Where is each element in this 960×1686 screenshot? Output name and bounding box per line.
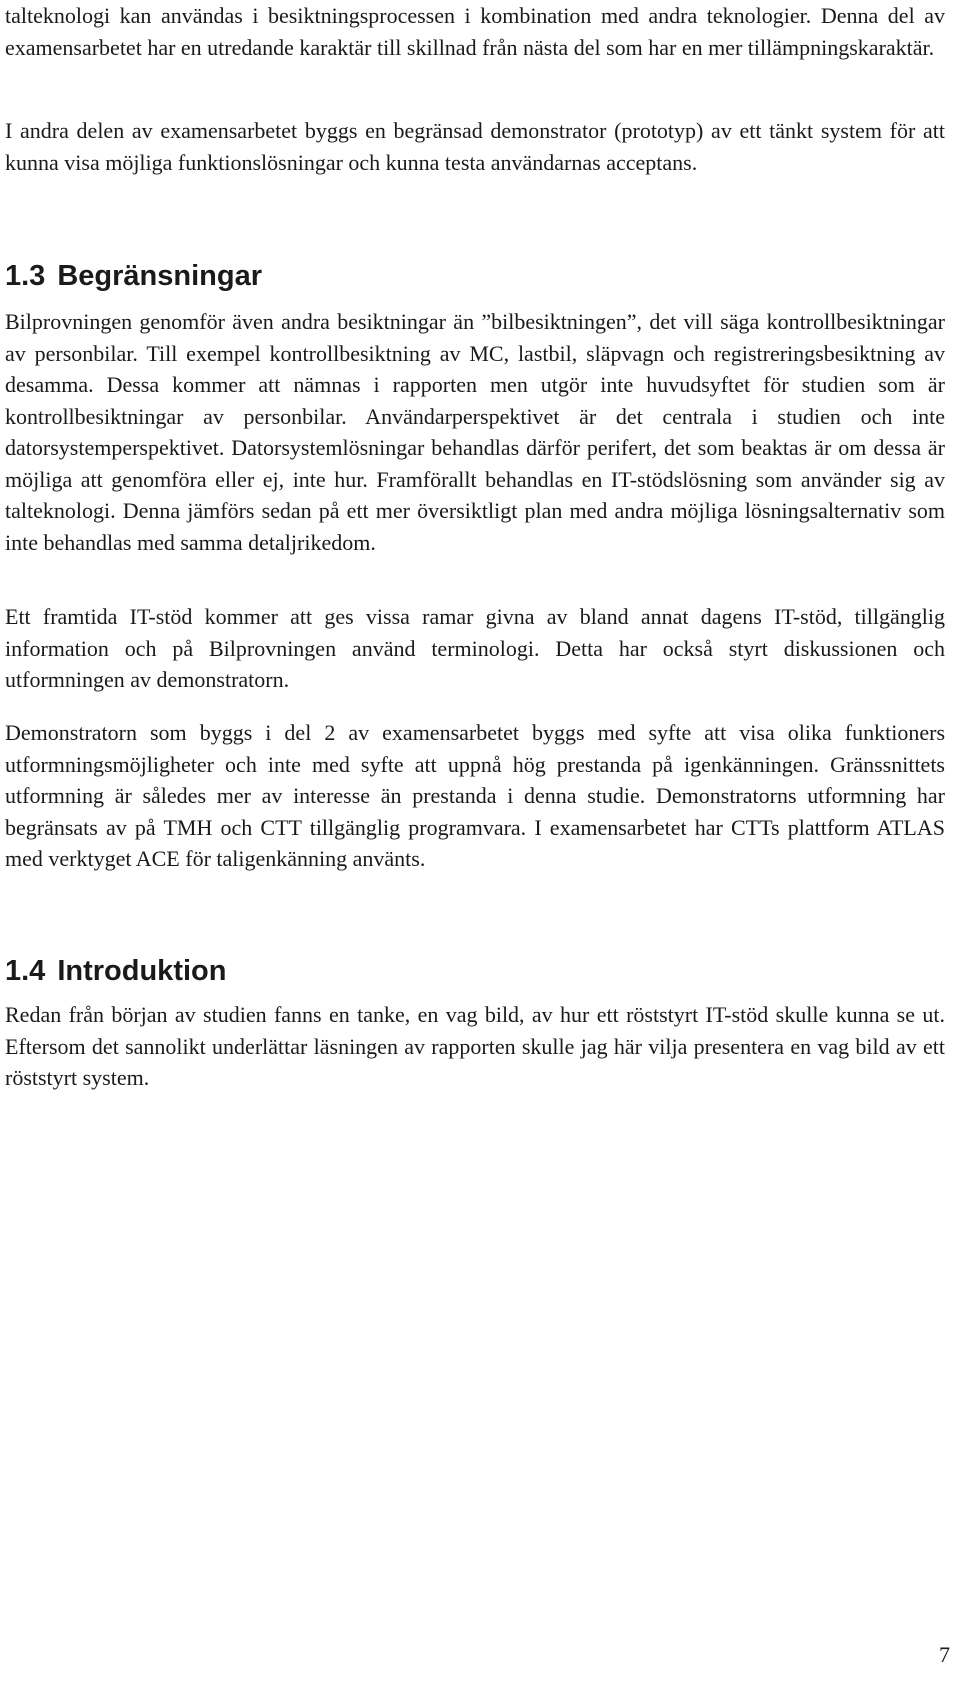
- section-number: 1.4: [5, 955, 46, 987]
- paragraph-intro-continued: talteknologi kan användas i besiktningsprocessen i kombination med andra teknologier. Denna del av examensarbetet har en utredande karaktär till skillnad från nästa del som har en mer tillämpningskaraktär.: [5, 3, 945, 60]
- section-heading-1-4: [5, 953, 226, 989]
- section-title: Begränsningar: [57, 260, 262, 292]
- paragraph-demonstrator-overview: I andra delen av examensarbetet byggs en begränsad demonstrator (prototyp) av ett tänkt system för att kunna visa möjliga funktionslösningar och kunna testa användarnas acceptans.: [5, 118, 945, 175]
- paragraph-demonstrator-design: Demonstratorn som byggs i del 2 av examensarbetet byggs med syfte att visa olika funktioners utformningsmöjligheter och inte med syfte att uppnå hög prestanda på igenkänningen. Gränssnittets utformning är således mer av interesse än prestanda i denna studie. Demonstratorns utformning har begränsats av på TMH och CTT tillgänglig programvara. I examensarbetet har CTTs plattform ATLAS med verktyget ACE för taligenkänning använts.: [5, 720, 945, 871]
- paragraph-introduction: Redan från början av studien fanns en tanke, en vag bild, av hur ett röststyrt IT-stöd skulle kunna se ut. Eftersom det sannolikt underlättar läsningen av rapporten skulle jag här vilja presentera en vag bild av ett röststyrt system.: [5, 1002, 945, 1090]
- section-title: Introduktion: [57, 955, 227, 987]
- paragraph-future-it-support: Ett framtida IT-stöd kommer att ges vissa ramar givna av bland annat dagens IT-stöd, tillgänglig information och på Bilprovningen använd terminologi. Detta har också styrt diskussionen och utformningen av demonstratorn.: [5, 604, 945, 692]
- page-number: 7: [939, 1642, 950, 1667]
- section-number: 1.3: [5, 260, 46, 292]
- paragraph-limitations: Bilprovningen genomför även andra besiktningar än ”bilbesiktningen”, det vill säga kontrollbesiktningar av personbilar. Till exempel kontrollbesiktning av MC, lastbil, släpvagn och registreringsbesiktning av desamma. Dessa kommer att nämnas i rapporten men utgör inte huvudsyftet för studien som är kontrollbesiktningar av personbilar. Användarperspektivet är det centrala i studien och inte datorsystemperspektivet. Datorsystemlösningar behandlas därför perifert, det som beaktas är om dessa är möjliga att genomföra eller ej, inte hur. Framförallt behandlas en IT-stödslösning som använder sig av talteknologi. Denna jämförs sedan på ett mer översiktligt plan med andra möjliga lösningsalternativ som inte behandlas med samma detaljrikedom.: [5, 309, 945, 555]
- section-heading-1-3: [5, 258, 262, 294]
